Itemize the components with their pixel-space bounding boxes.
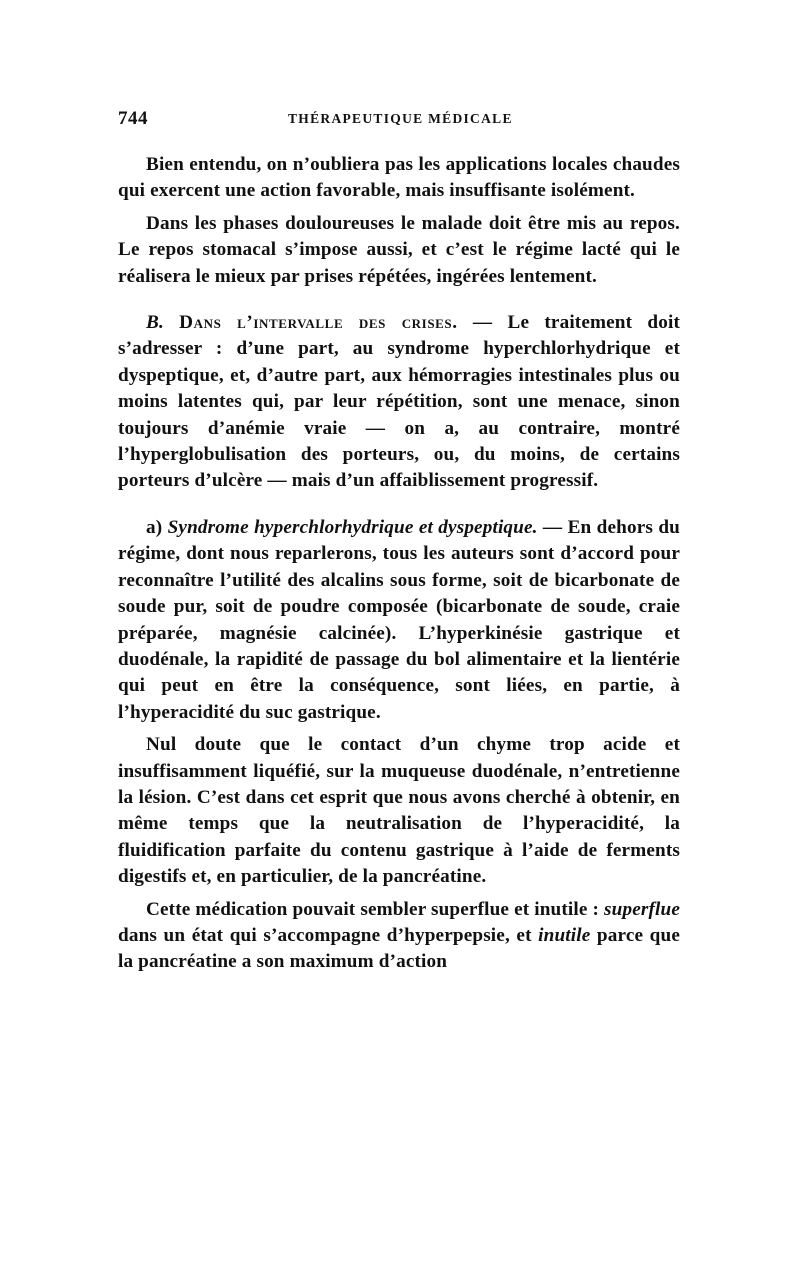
medication-text-mid: dans un état qui s’accompagne d’hyperpepsie, et (118, 924, 539, 946)
paragraph-local-applications: Bien entendu, on n’oubliera pas les applications locales chaudes qui exercent une action favorable, mais insuffisante isolément. (118, 154, 680, 202)
book-page (118, 108, 680, 976)
emphasis-superflue: superflue (604, 898, 680, 920)
medication-text-start: Cette médication pouvait sembler superflue et inutile : (146, 898, 605, 920)
paragraph-rest: Dans les phases douloureuses le malade doit être mis au repos. Le repos stomacal s’impose aussi, et c’est le régime lacté qui le réalisera le mieux par prises répétées, ingérées lentement. (118, 212, 680, 287)
paragraph-between-crises (118, 310, 680, 495)
paragraph-syndrome (118, 515, 680, 726)
medication-text-end: parce que la pancréatine a son maximum d’action (118, 924, 680, 973)
emphasis-inutile: inutile (538, 924, 591, 946)
page-number: 744 (118, 108, 148, 129)
section-text: — Le traitement doit s’adresser : d’une part, au syndrome hyperchlorhydrique et dyspeptique, et, d’autre part, aux hémorragies intestinales plus ou moins latentes qui, par leur répétition, sont une menace, sinon toujours d’anémie vraie — on a, au contraire, montré l’hyperglobulisation des porteurs, ou, du moins, de certains porteurs d’ulcère — mais d’un affaiblissement progressif. (118, 312, 680, 492)
body-text (118, 152, 680, 976)
paragraph-medication (118, 897, 680, 976)
section-letter: B. (146, 312, 164, 334)
paragraph-chyme: Nul doute que le contact d’un chyme trop acide et insuffisamment liquéfié, sur la muqueuse duodénale, n’entretienne la lésion. C’est dans cet esprit que nous avons cherché à obtenir, en même temps que la neutralisation de l’hyperacidité, la fluidification parfaite du contenu gastrique à l’aide de ferments digestifs et, en particulier, de la pancréatine. (118, 734, 680, 888)
subsection-label: a) (146, 516, 168, 538)
section-heading: Dans l’intervalle des crises. (179, 312, 458, 334)
subsection-heading: Syndrome hyperchlorhydrique et dyspeptique. (167, 516, 538, 538)
running-head (118, 108, 680, 138)
subsection-text: — En dehors du régime, dont nous reparlerons, tous les auteurs sont d’accord pour reconnaître l’utilité des alcalins sous forme, soit de bicarbonate de soude pur, soit de poudre composée (bicarbonate de soude, craie préparée, magnésie calcinée). L’hyperkinésie gastrique et duodénale, la rapidité de passage du bol alimentaire et la lientérie qui peut en être la conséquence, sont liées, en partie, à l’hyperacidité du suc gastrique. (118, 516, 680, 723)
running-title: THÉRAPEUTIQUE MÉDICALE (288, 111, 513, 126)
